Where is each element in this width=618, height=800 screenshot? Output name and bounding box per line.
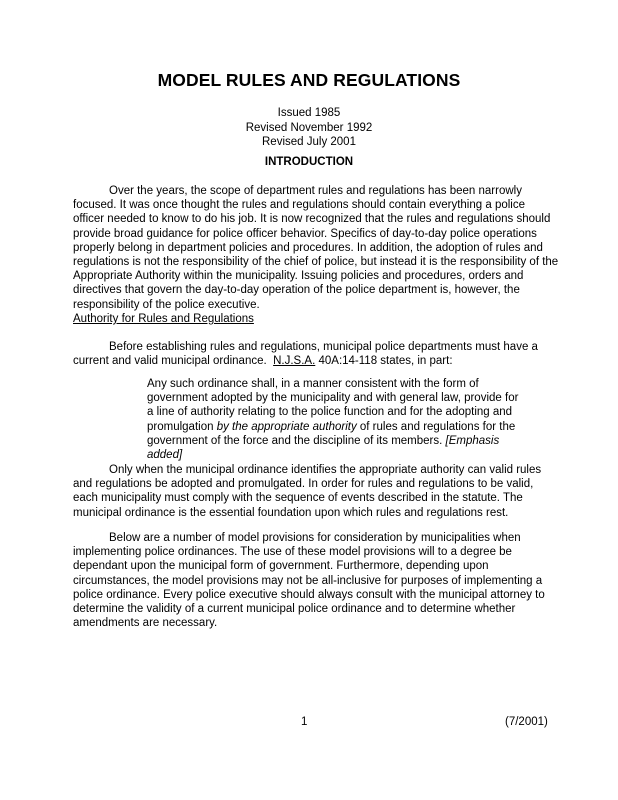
introduction-heading: INTRODUCTION <box>264 156 354 168</box>
statute-quote: Any such ordinance shall, in a manner consistent with the form of government adopted by the municipality and with general law, provide for a line of authority relating to the police function and for the adopting and promulgation by the appropriate authority of rules and regulations for the government of the force and the discipline of its members. [Emphasis added] <box>147 377 547 462</box>
paragraph-line: Over the years, the scope of department rules and regulations has been narrowly <box>109 185 522 197</box>
issued-date: Issued 1985 <box>277 107 341 119</box>
paragraph-line: Below are a number of model provisions for consideration by municipalities when <box>109 532 521 544</box>
emphasis-note-end: added] <box>147 449 183 462</box>
revised-date-2: Revised July 2001 <box>262 136 356 148</box>
paragraph-line: circumstances, the model provisions may not be all-inclusive for purposes of implementing a <box>73 574 543 587</box>
paragraph-line: regulations is not the responsibility of the chief of police, but instead it is the responsibility of the <box>73 256 559 269</box>
model-provisions-paragraph <box>73 531 553 630</box>
paragraph-line: provide broad guidance for police officer behavior. Specifics of day-to-day police operations <box>73 227 537 240</box>
footer-date: (7/2001) <box>505 716 548 728</box>
paragraph-line: focused. It was once thought the rules and regulations should contain everything a police <box>73 199 525 212</box>
paragraph-line: police ordinance. Every police executive should always consult with the municipal attorney to <box>73 588 545 601</box>
paragraph-line: each municipality must comply with the sequence of events described in the statute. The <box>73 492 523 505</box>
paragraph-line: responsibility of the police executive. <box>73 298 260 311</box>
authority-heading: Authority for Rules and Regulations <box>73 313 254 325</box>
paragraph-line: municipal ordinance is the essential foundation upon which rules and regulations rest. <box>73 506 509 519</box>
emphasis-note: [Emphasis <box>445 434 500 447</box>
paragraph-line: Before establishing rules and regulations, municipal police departments must have a <box>109 341 538 353</box>
quote-line: Any such ordinance shall, in a manner consistent with the form of <box>147 378 479 390</box>
statute-citation: N.J.S.A. <box>273 355 316 368</box>
authority-paragraph: Before establishing rules and regulations, municipal police departments must have a current and valid municipal ordinance. N.J.S.A. 40A:14-118 states, in part: <box>73 341 538 368</box>
document-title: MODEL RULES AND REGULATIONS <box>157 70 461 90</box>
paragraph-line: and regulations be adopted and promulgated. In order for rules and regulations to be valid, <box>73 478 534 491</box>
ordinance-paragraph <box>73 463 553 520</box>
introduction-paragraph <box>73 184 559 312</box>
revision-history <box>0 106 618 150</box>
paragraph-line: officer needed to know to do his job. It is now recognized that the rules and regulations should <box>73 213 551 226</box>
page-number: 1 <box>301 716 308 728</box>
paragraph-line: amendments are necessary. <box>73 617 218 630</box>
paragraph-line: properly belong in department policies and procedures. In addition, the adoption of rules and <box>73 241 543 254</box>
quote-line: government adopted by the municipality and with general law, provide for <box>147 392 519 405</box>
paragraph-line: Appropriate Authority within the municipality. Issuing policies and procedures, orders and <box>73 270 524 283</box>
paragraph-line: directives that govern the day-to-day operation of the police department is, however, the <box>73 284 520 297</box>
paragraph-line: implementing police ordinances. The use of these model provisions will to a degree be <box>73 546 512 559</box>
emphasized-phrase: by the appropriate authority <box>216 420 357 433</box>
quote-line: a line of authority relating to the police function and for the adopting and <box>147 406 513 419</box>
revised-date-1: Revised November 1992 <box>245 121 373 134</box>
paragraph-line: dependant upon the municipal form of government. Furthermore, depending upon <box>73 560 489 573</box>
paragraph-line: Only when the municipal ordinance identifies the appropriate authority can valid rules <box>109 464 542 476</box>
paragraph-line: determine the validity of a current municipal police ordinance and to determine whether <box>73 603 516 616</box>
